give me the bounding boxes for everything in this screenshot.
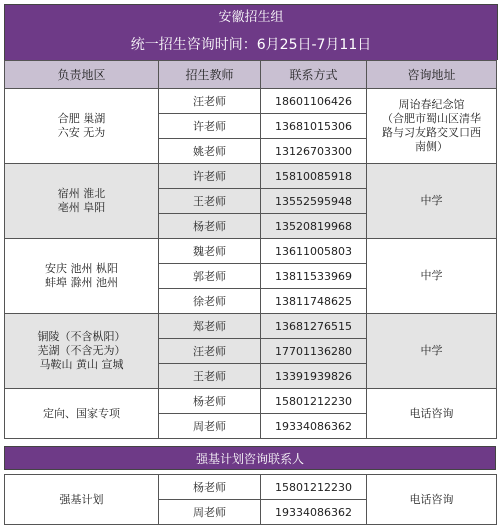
table-row [5, 475, 497, 500]
address-cell: 电话咨询 [367, 475, 497, 525]
region-line: 安庆 池州 枞阳 [45, 262, 118, 275]
address-line: 周诒春纪念馆 [398, 98, 465, 111]
address-cell [367, 164, 497, 239]
region-line: 铜陵（不含枞阳） [37, 330, 126, 343]
teacher-name: 汪老师 [159, 89, 261, 114]
teacher-name: 汪老师 [159, 339, 261, 364]
teacher-phone[interactable]: 19334086362 [261, 500, 367, 525]
teacher-name: 魏老师 [159, 239, 261, 264]
recruit-table [4, 60, 497, 439]
teacher-phone[interactable]: 13811748625 [261, 289, 367, 314]
table-row [5, 314, 497, 339]
teacher-phone[interactable]: 19334086362 [261, 414, 367, 439]
table-row [5, 164, 497, 189]
teacher-name: 郑老师 [159, 314, 261, 339]
teacher-phone[interactable]: 13126703300 [261, 139, 367, 164]
address-line: 路与习友路交叉口西 [382, 126, 481, 139]
col-contact: 联系方式 [261, 61, 367, 89]
address-line: 中学 [420, 194, 443, 207]
teacher-phone[interactable]: 13811533969 [261, 264, 367, 289]
teacher-name: 王老师 [159, 189, 261, 214]
address-line: 南侧） [415, 140, 448, 153]
col-address: 咨询地址 [367, 61, 497, 89]
teacher-name: 杨老师 [159, 389, 261, 414]
table-row [5, 389, 497, 414]
address-line: 中学 [420, 269, 443, 282]
teacher-phone[interactable]: 15801212230 [261, 475, 367, 500]
teacher-phone[interactable]: 13391939826 [261, 364, 367, 389]
teacher-name: 杨老师 [159, 475, 261, 500]
address-line: 中学 [420, 344, 443, 357]
region-line: 马鞍山 黄山 宣城 [39, 358, 124, 371]
strong-base-title: 强基计划咨询联系人 [4, 446, 496, 470]
teacher-phone[interactable]: 13611005803 [261, 239, 367, 264]
table-header-row [5, 61, 497, 89]
teacher-phone[interactable]: 17701136280 [261, 339, 367, 364]
teacher-name: 王老师 [159, 364, 261, 389]
region-line: 宿州 淮北 [57, 187, 106, 200]
table-row [5, 239, 497, 264]
teacher-phone[interactable]: 13681276515 [261, 314, 367, 339]
teacher-name: 许老师 [159, 164, 261, 189]
region-cell [5, 314, 159, 389]
col-region: 负责地区 [5, 61, 159, 89]
teacher-phone[interactable]: 15810085918 [261, 164, 367, 189]
region-line: 定向、国家专项 [43, 406, 120, 420]
consult-time: 统一招生咨询时间：6月25日-7月11日 [4, 30, 498, 60]
region-line: 芜湖（不含无为） [37, 344, 126, 357]
region-cell: 强基计划 [5, 475, 159, 525]
region-cell [5, 89, 159, 164]
region-line: 蚌埠 滁州 池州 [45, 276, 118, 289]
teacher-phone[interactable]: 13681015306 [261, 114, 367, 139]
col-teacher: 招生教师 [159, 61, 261, 89]
teacher-name: 杨老师 [159, 214, 261, 239]
address-cell [367, 89, 497, 164]
teacher-name: 周老师 [159, 500, 261, 525]
region-cell [5, 239, 159, 314]
address-cell [367, 314, 497, 389]
teacher-phone[interactable]: 13552595948 [261, 189, 367, 214]
region-cell [5, 164, 159, 239]
teacher-name: 徐老师 [159, 289, 261, 314]
address-line: 电话咨询 [409, 406, 454, 420]
group-title: 安徽招生组 [4, 4, 498, 31]
table-row [5, 89, 497, 114]
teacher-name: 郭老师 [159, 264, 261, 289]
address-cell [367, 389, 497, 439]
teacher-name: 周老师 [159, 414, 261, 439]
teacher-phone[interactable]: 13520819968 [261, 214, 367, 239]
region-line: 六安 无为 [57, 126, 106, 139]
region-line: 合肥 巢湖 [57, 112, 106, 125]
teacher-phone[interactable]: 18601106426 [261, 89, 367, 114]
teacher-phone[interactable]: 15801212230 [261, 389, 367, 414]
strong-base-table [4, 474, 497, 525]
region-line: 亳州 阜阳 [57, 201, 106, 214]
teacher-name: 姚老师 [159, 139, 261, 164]
region-cell [5, 389, 159, 439]
teacher-name: 许老师 [159, 114, 261, 139]
address-cell [367, 239, 497, 314]
address-line: （合肥市蜀山区清华 [382, 112, 481, 125]
